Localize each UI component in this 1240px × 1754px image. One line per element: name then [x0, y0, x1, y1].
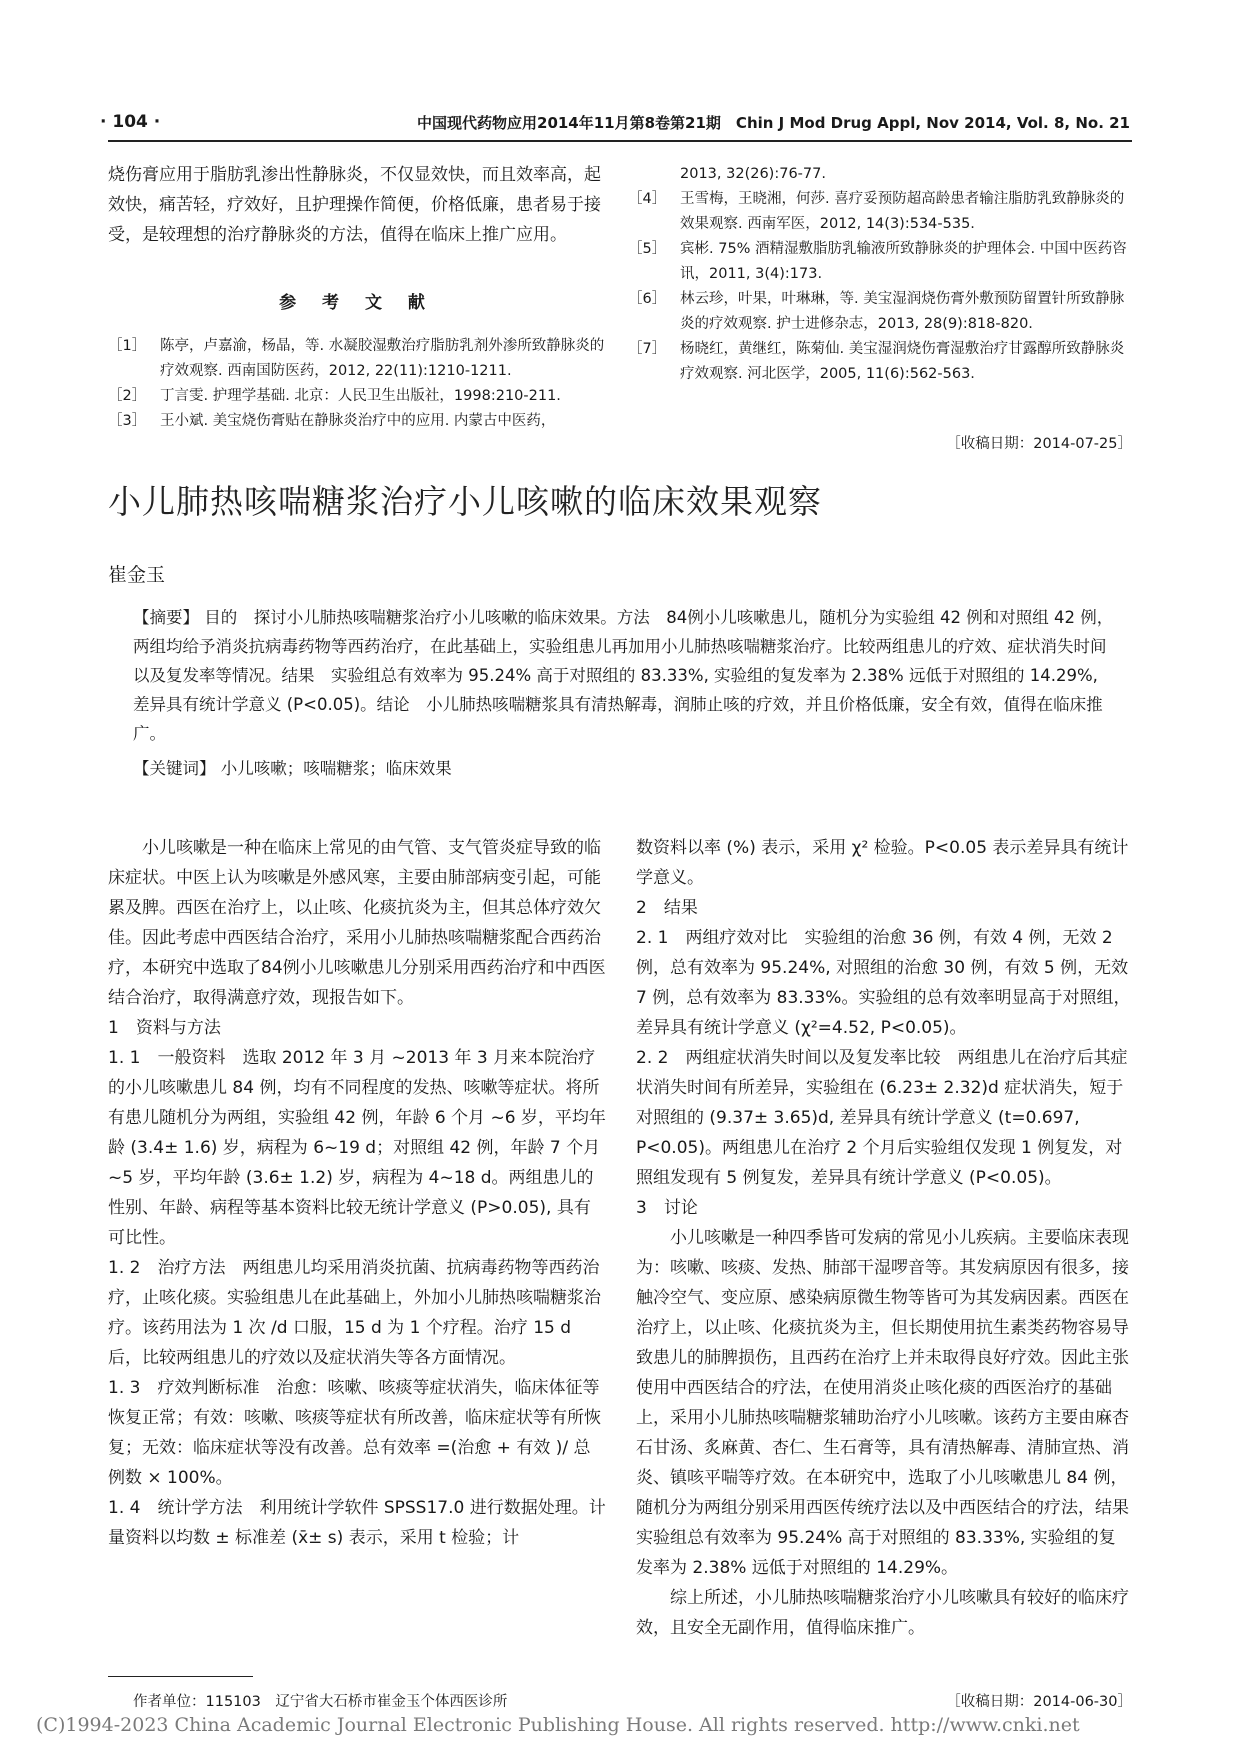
- references-list-right: [628, 162, 1133, 387]
- body-paragraph: 2. 1 两组疗效对比 实验组的治愈 36 例，有效 4 例，无效 2 例，总有效率为 95.24%, 对照组的治愈 30 例，有效 5 例，无效 7 例，总有效率为 83.33%。实验组的总有效率明显高于对照组，差异具有统计学意义 (χ²=4.52, P<0.05)。: [636, 928, 1131, 1038]
- body-column-left: [108, 833, 606, 1553]
- body-paragraph: 2 结果: [636, 898, 698, 918]
- copyright-watermark: (C)1994-2023 China Academic Journal Electronic Publishing House. All rights reserved. http://www.cnki.net: [36, 1714, 1080, 1736]
- reference-text: 林云珍，叶果，叶琳琳，等. 美宝湿润烧伤膏外敷预防留置针所致静脉炎的疗效观察. 护士进修杂志，2013, 28(9):818-820.: [680, 291, 1125, 332]
- references-list-left: [108, 334, 606, 434]
- references-heading: 参 考 文 献: [279, 293, 435, 313]
- keywords-label: 【关键词】: [133, 759, 216, 778]
- body-paragraph: 小儿咳嗽是一种四季皆可发病的常见小儿疾病。主要临床表现为：咳嗽、咳痰、发热、肺部干湿啰音等。其发病原因有很多，接触冷空气、变应原、感染病原微生物等皆可为其发病因素。西医在治疗上，以止咳、化痰抗炎为主，但长期使用抗生素类药物容易导致患儿的肺脾损伤，且西药在治疗上并未取得良好疗效。因此主张使用中西医结合的疗法，在使用消炎止咳化痰的西医治疗的基础上，采用小儿肺热咳喘糖浆辅助治疗小儿咳嗽。该药方主要由麻杏石甘汤、炙麻黄、杏仁、生石膏等，具有清热解毒、清肺宣热、消炎、镇咳平喘等疗效。在本研究中，选取了小儿咳嗽患儿 84 例，随机分为两组分别采用西医传统疗法以及中西医结合的疗法，结果实验组总有效率为 95.24% 高于对照组的 83.33%, 实验组的复发率为 2.38% 远低于对照组的 14.29%。: [636, 1228, 1129, 1578]
- abstract-block: [133, 603, 1118, 783]
- previous-article-conclusion: [108, 160, 606, 250]
- received-date-previous: ［收稿日期：2014-07-25］: [946, 436, 1132, 452]
- reference-number: ［6］: [628, 291, 667, 307]
- body-paragraph: 1. 3 疗效判断标准 治愈：咳嗽、咳痰等症状消失，临床体征等恢复正常；有效：咳嗽、咳痰等症状有所改善，临床症状等有所恢复；无效：临床症状等没有改善。总有效率 =(治愈 + 有效 )/ 总例数 × 100%。: [108, 1378, 601, 1488]
- reference-text: 王小斌. 美宝烧伤膏贴在静脉炎治疗中的应用. 内蒙古中医药，: [160, 413, 556, 429]
- reference-number: ［5］: [628, 241, 667, 257]
- body-paragraph: 1. 2 治疗方法 两组患儿均采用消炎抗菌、抗病毒药物等西药治疗，止咳化痰。实验组患儿在此基础上，外加小儿肺热咳喘糖浆治疗。该药用法为 1 次 /d 口服，15 d 为 1 个疗程。治疗 15 d 后，比较两组患儿的疗效以及症状消失等各方面情况。: [108, 1258, 601, 1368]
- reference-item: [108, 409, 606, 434]
- footnote-divider: [108, 1676, 253, 1677]
- body-paragraph: 小儿咳嗽是一种在临床上常见的由气管、支气管炎症导致的临床症状。中医上认为咳嗽是外感风寒，主要由肺部病变引起，可能累及脾。西医在治疗上，以止咳、化痰抗炎为主，但其总体疗效欠佳。因此考虑中西医结合治疗，采用小儿肺热咳喘糖浆配合西药治疗，本研究中选取了84例小儿咳嗽患儿分别采用西药治疗和中西医结合治疗，取得满意疗效，现报告如下。: [108, 838, 606, 1008]
- article-author: 崔金玉: [108, 564, 166, 586]
- reference-item: [628, 287, 1133, 337]
- reference-text: 王雪梅，王晓湘，何莎. 喜疗妥预防超高龄患者输注脂肪乳致静脉炎的效果观察. 西南军医，2012, 14(3):534-535.: [680, 191, 1125, 232]
- reference-item: [628, 337, 1133, 387]
- reference-text: 陈亭，卢嘉渝，杨晶，等. 水凝胶湿敷治疗脂肪乳剂外渗所致静脉炎的疗效观察. 西南国防医药，2012, 22(11):1210-1211.: [160, 338, 605, 379]
- keywords-text: 小儿咳嗽；咳喘糖浆；临床效果: [215, 759, 452, 778]
- author-affiliation: 作者单位：115103 辽宁省大石桥市崔金玉个体西医诊所: [133, 1694, 508, 1710]
- body-paragraph: 综上所述，小儿肺热咳喘糖浆治疗小儿咳嗽具有较好的临床疗效，且安全无副作用，值得临床推广。: [636, 1588, 1129, 1638]
- abstract-label: 【摘要】: [133, 608, 199, 627]
- reference-item: [108, 384, 606, 409]
- reference-item: [628, 187, 1133, 237]
- body-column-right: [636, 833, 1132, 1643]
- body-paragraph: 数资料以率 (%) 表示，采用 χ² 检验。P<0.05 表示差异具有统计学意义。: [636, 838, 1129, 888]
- reference-item: [628, 237, 1133, 287]
- keywords: [133, 754, 1118, 783]
- reference-number: ［4］: [628, 191, 667, 207]
- received-date: ［收稿日期：2014-06-30］: [946, 1694, 1132, 1710]
- body-paragraph: 1. 1 一般资料 选取 2012 年 3 月 ~2013 年 3 月来本院治疗的小儿咳嗽患儿 84 例，均有不同程度的发热、咳嗽等症状。将所有患儿随机分为两组，实验组 42 例，年龄 6 个月 ~6 岁，平均年龄 (3.4± 1.6) 岁，病程为 6~19 d；对照组 42 例，年龄 7 个月 ~5 岁，平均年龄 (3.6± 1.2) 岁，病程为 4~18 d。两组患儿的性别、年龄、病程等基本资料比较无统计学意义 (P>0.05), 具有可比性。: [108, 1048, 606, 1248]
- previous-article-text: 烧伤膏应用于脂肪乳渗出性静脉炎，不仅显效快，而且效率高，起效快，痛苦轻，疗效好，且护理操作简便，价格低廉，患者易于接受，是较理想的治疗静脉炎的方法，值得在临床上推广应用。: [108, 165, 601, 245]
- reference-text: 宾彬. 75% 酒精湿敷脂肪乳输液所致静脉炎的护理体会. 中国中医药咨讯，2011, 3(4):173.: [680, 241, 1127, 282]
- body-paragraph: 1 资料与方法: [108, 1018, 221, 1038]
- page-number: · 104 ·: [100, 112, 161, 132]
- reference-number: ［1］: [108, 338, 147, 354]
- reference-3-continued: 2013, 32(26):76-77.: [680, 166, 826, 182]
- reference-text: 丁言雯. 护理学基础. 北京：人民卫生出版社，1998:210-211.: [160, 388, 561, 404]
- reference-number: ［7］: [628, 341, 667, 357]
- journal-header: 中国现代药物应用2014年11月第8卷第21期 Chin J Mod Drug Appl, Nov 2014, Vol. 8, No. 21: [417, 114, 1130, 132]
- body-paragraph: 3 讨论: [636, 1198, 698, 1218]
- header-divider: [108, 140, 1132, 142]
- reference-number: ［2］: [108, 388, 147, 404]
- abstract: [133, 603, 1118, 748]
- reference-number: ［3］: [108, 413, 147, 429]
- abstract-text: 目的 探讨小儿肺热咳喘糖浆治疗小儿咳嗽的临床效果。方法 84例小儿咳嗽患儿，随机分为实验组 42 例和对照组 42 例，两组均给予消炎抗病毒药物等西药治疗，在此基础上，实验组患儿再加用小儿肺热咳喘糖浆治疗。比较两组患儿的疗效、症状消失时间以及复发率等情况。结果 实验组总有效率为 95.24% 高于对照组的 83.33%, 实验组的复发率为 2.38% 远低于对照组的 14.29%, 差异具有统计学意义 (P<0.05)。结论 小儿肺热咳喘糖浆具有清热解毒，润肺止咳的疗效，并且价格低廉，安全有效，值得在临床推广。: [133, 608, 1114, 743]
- body-paragraph: 2. 2 两组症状消失时间以及复发率比较 两组患儿在治疗后其症状消失时间有所差异，实验组在 (6.23± 2.32)d 症状消失，短于对照组的 (9.37± 3.65)d, 差异具有统计学意义 (t=0.697, P<0.05)。两组患儿在治疗 2 个月后实验组仅发现 1 例复发，对照组发现有 5 例复发，差异具有统计学意义 (P<0.05)。: [636, 1048, 1128, 1188]
- body-paragraph: 1. 4 统计学方法 利用统计学软件 SPSS17.0 进行数据处理。计量资料以均数 ± 标准差 (x̄± s) 表示，采用 t 检验；计: [108, 1498, 606, 1548]
- article-title: 小儿肺热咳喘糖浆治疗小儿咳嗽的临床效果观察: [108, 482, 822, 521]
- reference-item: [108, 334, 606, 384]
- reference-text: 杨晓红，黄继红，陈菊仙. 美宝湿润烧伤膏湿敷治疗甘露醇所致静脉炎疗效观察. 河北医学，2005, 11(6):562-563.: [680, 341, 1125, 382]
